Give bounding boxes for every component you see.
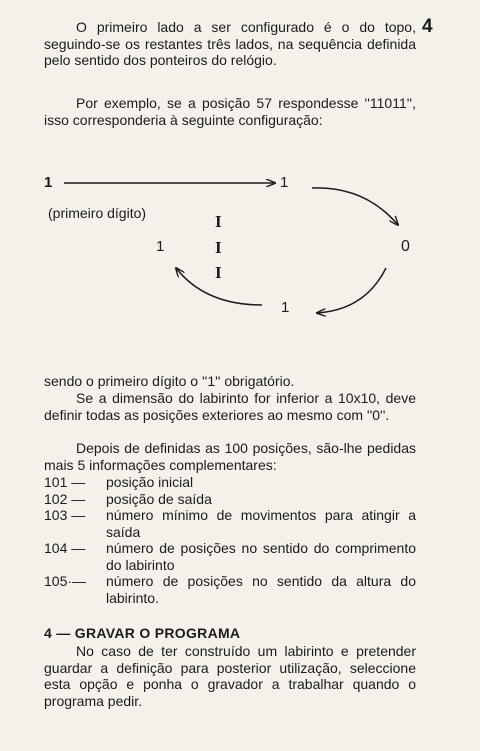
list-item: 101 — posição inicial — [44, 474, 194, 490]
list-item: 105·— número de posições no sentido da altura do labirinto. — [44, 573, 416, 606]
top-side-value: 1 — [280, 174, 289, 191]
paragraph-example: Por exemplo, se a posição 57 respondesse ''11011'', isso corresponderia à seguinte configuração: — [44, 95, 416, 128]
paragraph-save-program: No caso de ter construído um labirinto e pretender guardar a definição para posterior utilização, seleccione esta opção e ponha o gravador a trabalhar quando o programa pedir. — [44, 643, 416, 709]
bottom-side-value: 1 — [281, 299, 290, 316]
complementary-info-list — [44, 474, 416, 606]
list-item: 104 — número de posições no sentido do comprimento do labirinto — [44, 540, 416, 573]
bottom-right-curve-arrow — [317, 268, 386, 313]
left-side-value: 1 — [156, 238, 165, 255]
roman-numeral-2: I — [215, 238, 222, 257]
right-side-value: 0 — [401, 238, 410, 255]
first-digit-label: 1 — [44, 174, 53, 191]
paragraph-config-order: O primeiro lado a ser configurado é o do topo, seguindo-se os restantes três lados, na sequência definida pelo sentido dos ponteiros do relógio. — [44, 19, 416, 68]
roman-numeral-3: I — [215, 263, 222, 282]
list-item: 103 — número mínimo de movimentos para atingir a saída — [44, 507, 416, 540]
paragraph-first-digit-note: sendo o primeiro dígito o ''1'' obrigatório. — [44, 373, 295, 389]
paragraph-complementary-info: Depois de definidas as 100 posições, são-lhe pedidas mais 5 informações complementares: — [44, 440, 416, 473]
first-digit-caption: (primeiro dígito) — [48, 205, 147, 221]
paragraph-dimension-note: Se a dimensão do labirinto for inferior a 10x10, deve definir todas as posições exteriores ao mesmo com ''0''. — [44, 390, 416, 423]
section-heading: 4 — GRAVAR O PROGRAMA — [44, 625, 241, 641]
list-item: 102 — posição de saída — [44, 490, 212, 507]
roman-numeral-1: I — [215, 212, 222, 231]
page-number: 4 — [422, 16, 433, 37]
top-right-curve-arrow — [312, 188, 398, 225]
